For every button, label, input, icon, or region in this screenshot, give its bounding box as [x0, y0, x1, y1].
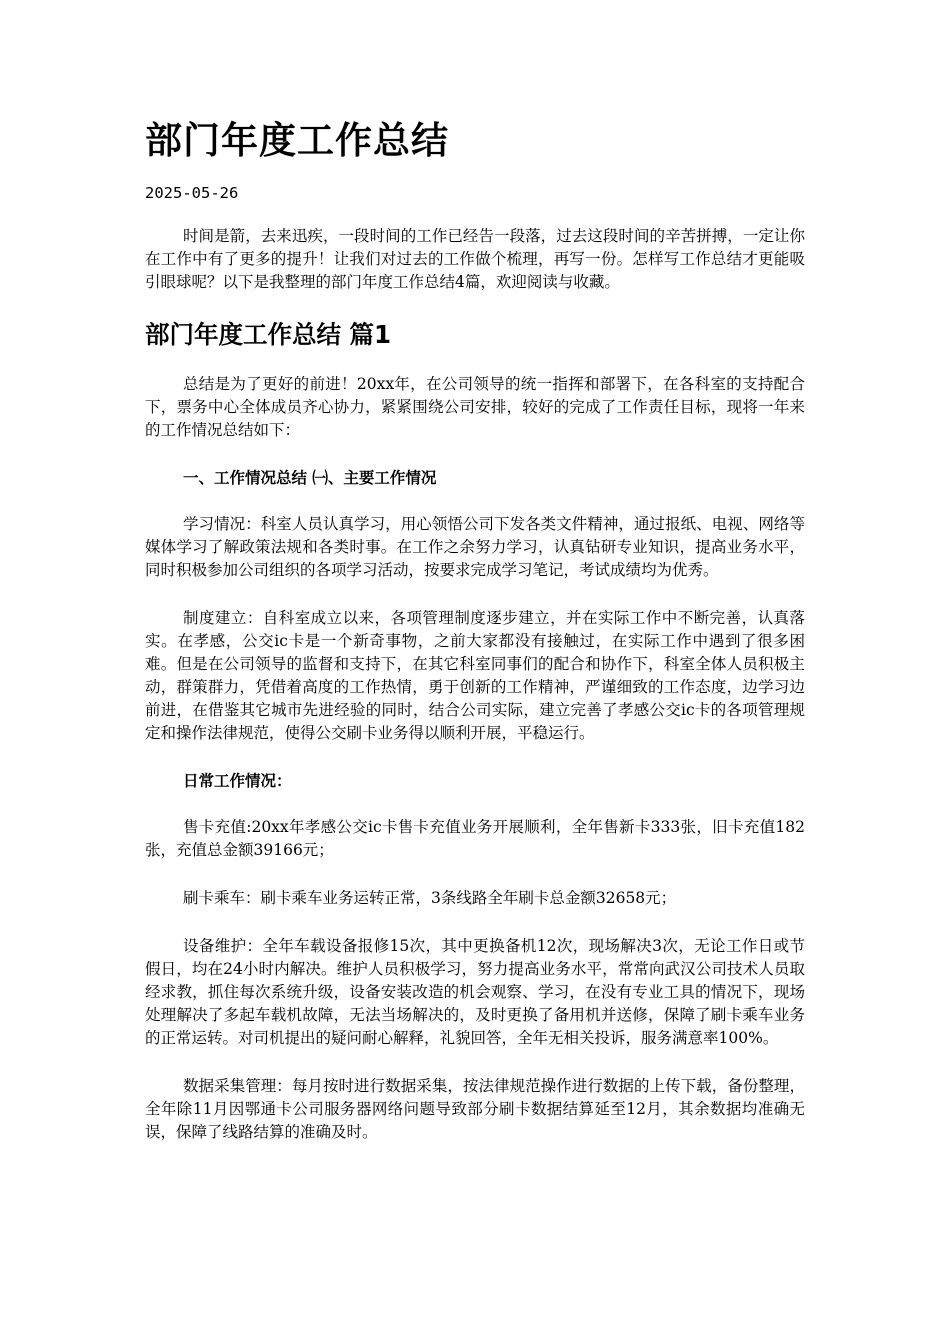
document-date: 2025-05-26	[145, 184, 239, 202]
system-paragraph: 制度建立：自科室成立以来，各项管理制度逐步建立，并在实际工作中不断完善，认真落实。在孝感，公交ic卡是一个新奇事物，之前大家都没有接触过，在实际工作中遇到了很多困难。但是在公司领导的监督和支持下，在其它科室同事们的配合和协作下，科室全体人员积极主动，群策群力，凭借着高度的工作热情，勇于创新的工作精神，严谨细致的工作态度，边学习边前进，在借鉴其它城市先进经验的同时，结合公司实际，建立完善了孝感公交ic卡的各项管理规定和操作法律规范，使得公交刷卡业务得以顺利开展，平稳运行。	[145, 609, 805, 742]
maintenance-paragraph: 设备维护：全年车载设备报修15次，其中更换备机12次，现场解决3次，无论工作日或节假日，均在24小时内解决。维护人员积极学习，努力提高业务水平，常常向武汉公司技术人员取经求教，抓住每次系统升级，设备安装改造的机会观察、学习，在没有专业工具的情况下，现场处理解决了多起车载机故障，无法当场解决的，及时更换了备用机并送修，保障了刷卡乘车业务的正常运转。对司机提出的疑问耐心解释，礼貌回答，全年无相关投诉，服务满意率100%。	[145, 937, 805, 1047]
document-title: 部门年度工作总结	[145, 119, 449, 162]
opening-paragraph: 总结是为了更好的前进！20xx年，在公司领导的统一指挥和部署下，在各科室的支持配合下，票务中心全体成员齐心协力，紧紧围绕公司安排，较好的完成了工作责任目标，现将一年来的工作情况总结如下：	[145, 375, 805, 439]
swipe-paragraph: 刷卡乘车：刷卡乘车业务运转正常，3条线路全年刷卡总金额32658元；	[183, 889, 677, 907]
study-paragraph: 学习情况：科室人员认真学习，用心领悟公司下发各类文件精神，通过报纸、电视、网络等媒体学习了解政策法规和各类时事。在工作之余努力学习，认真钻研专业知识，提高业务水平，同时积极参加公司组织的各项学习活动，按要求完成学习笔记，考试成绩均为优秀。	[145, 515, 805, 579]
document-page	[145, 118, 805, 1169]
data-collection-paragraph: 数据采集管理：每月按时进行数据采集，按法律规范操作进行数据的上传下载，备份整理，全年除11月因鄂通卡公司服务器网络问题导致部分刷卡数据结算延至12月，其余数据均准确无误，保障了线路结算的准确及时。	[145, 1077, 805, 1141]
subheading-daily-work: 日常工作情况：	[183, 772, 292, 790]
section-heading: 部门年度工作总结 篇1	[145, 320, 392, 349]
intro-paragraph: 时间是箭，去来迅疾，一段时间的工作已经告一段落，过去这段时间的辛苦拼搏，一定让你在工作中有了更多的提升！让我们对过去的工作做个梳理，再写一份。怎样写工作总结才更能吸引眼球呢？以下是我整理的部门年度工作总结4篇，欢迎阅读与收藏。	[145, 227, 805, 291]
sales-paragraph: 售卡充值:20xx年孝感公交ic卡售卡充值业务开展顺利，全年售新卡333张，旧卡充值182张，充值总金额39166元；	[145, 818, 805, 859]
subheading-work-summary: 一、工作情况总结 ㈠、主要工作情况	[183, 469, 437, 487]
